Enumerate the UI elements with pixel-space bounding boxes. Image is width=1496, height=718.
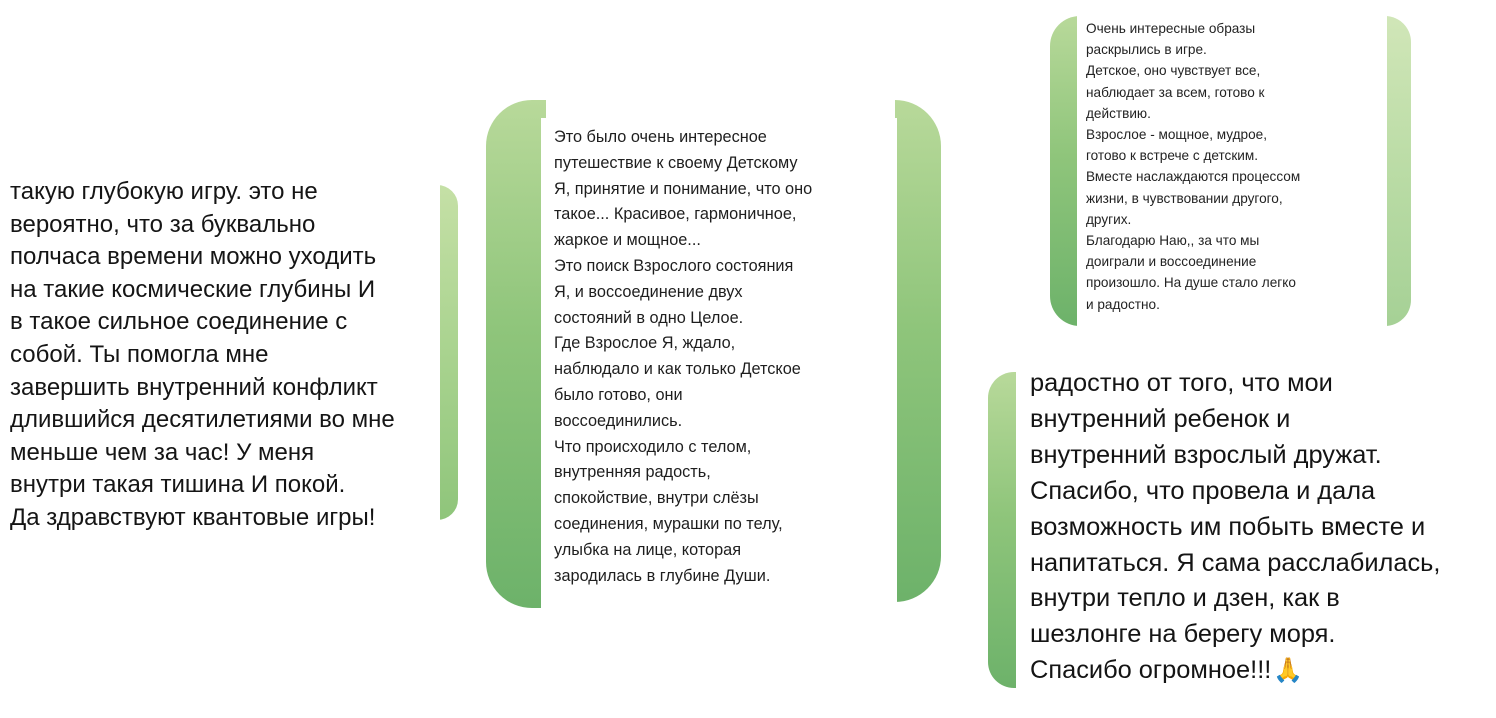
text-line: длившийся десятилетиями во мне — [10, 406, 395, 434]
text-line: завершить внутренний конфликт — [10, 373, 378, 401]
text-line: Взрослое - мощное, мудрое, — [1086, 127, 1268, 143]
text-line: путешествие к своему Детскому — [554, 153, 798, 172]
text-line: внутренняя радость, — [554, 463, 711, 482]
text-line: воссоединились. — [554, 411, 683, 430]
card-2-green-edge-left — [486, 100, 546, 608]
text-line: наблюдает за всем, готово к — [1086, 84, 1265, 100]
text-line: улыбка на лице, которая — [554, 540, 742, 559]
text-line: Это было очень интересное — [554, 128, 767, 146]
text-line: внутренний ребенок и — [1030, 404, 1291, 433]
pray-emoji-icon: 🙏 — [1273, 657, 1304, 685]
text-line: соединения, мурашки по телу, — [554, 514, 783, 533]
review-card-1 — [0, 168, 440, 538]
review-text — [554, 125, 812, 589]
text-line: Очень интересные образы — [1086, 21, 1256, 36]
text-line: такое... Красивое, гармоничное, — [554, 205, 797, 224]
review-card-3 — [1077, 10, 1387, 336]
text-line: состояний в одно Целое. — [554, 308, 744, 327]
text-line: Благодарю Наю,, за что мы — [1086, 233, 1260, 249]
text-line-last — [1030, 653, 1440, 689]
text-line: шезлонге на берегу моря. — [1030, 620, 1336, 649]
text-line: Детское, оно чувствует все, — [1086, 63, 1261, 79]
text-line: в такое сильное соединение с — [10, 308, 348, 336]
text-line: Спасибо, что провела и дала — [1030, 476, 1376, 505]
text-line: Я, и воссоединение двух — [554, 282, 743, 301]
text-line: Я, принятие и понимание, что оно — [554, 179, 813, 198]
text-line: зародилась в глубине Души. — [554, 566, 771, 585]
review-card-2 — [541, 118, 897, 608]
review-text — [1030, 366, 1440, 689]
text-line: Спасибо огромное!!! — [1030, 656, 1272, 685]
text-line: других. — [1086, 211, 1132, 227]
text-line: меньше чем за час! У меня — [10, 438, 315, 466]
text-line: и радостно. — [1086, 296, 1160, 312]
review-text — [10, 176, 395, 535]
text-line: наблюдало и как только Детское — [554, 360, 801, 379]
text-line: действию. — [1086, 105, 1151, 121]
text-line: собой. Ты помогла мне — [10, 340, 269, 368]
text-line: на такие космические глубины И — [10, 275, 376, 303]
text-line: вероятно, что за буквально — [10, 210, 316, 238]
text-line: Где Взрослое Я, ждало, — [554, 334, 736, 353]
text-line: Да здравствуют квантовые игры! — [10, 503, 376, 531]
text-line: жизни, в чувствовании другого, — [1086, 190, 1283, 206]
text-line: полчаса времени можно уходить — [10, 243, 377, 271]
card-2-green-edge-right — [895, 100, 941, 602]
text-line: было готово, они — [554, 385, 683, 404]
text-line: Что происходило с телом, — [554, 437, 752, 456]
text-line: напитаться. Я сама расслабилась, — [1030, 548, 1441, 577]
text-line: раскрылись в игре. — [1086, 42, 1207, 58]
text-line: спокойствие, внутри слёзы — [554, 489, 759, 508]
text-line: такую глубокую игру. это не — [10, 178, 318, 205]
text-line: Это поиск Взрослого состояния — [554, 256, 794, 275]
text-line: внутри тепло и дзен, как в — [1030, 584, 1340, 613]
text-line: радостно от того, что мои — [1030, 369, 1333, 397]
text-line: готово к встрече с детским. — [1086, 148, 1259, 164]
text-line: внутренний взрослый дружат. — [1030, 440, 1382, 469]
text-line: возможность им побыть вместе и — [1030, 512, 1426, 541]
text-line: внутри такая тишина И покой. — [10, 471, 346, 499]
text-line: произошло. На душе стало легко — [1086, 275, 1296, 291]
text-line: жаркое и мощное... — [554, 231, 701, 250]
text-line: Вместе наслаждаются процессом — [1086, 169, 1301, 185]
text-line: доиграли и воссоединение — [1086, 254, 1257, 270]
review-text — [1086, 18, 1300, 315]
card-3-green-edge-right — [1385, 16, 1411, 326]
review-card-4 — [1016, 364, 1492, 694]
